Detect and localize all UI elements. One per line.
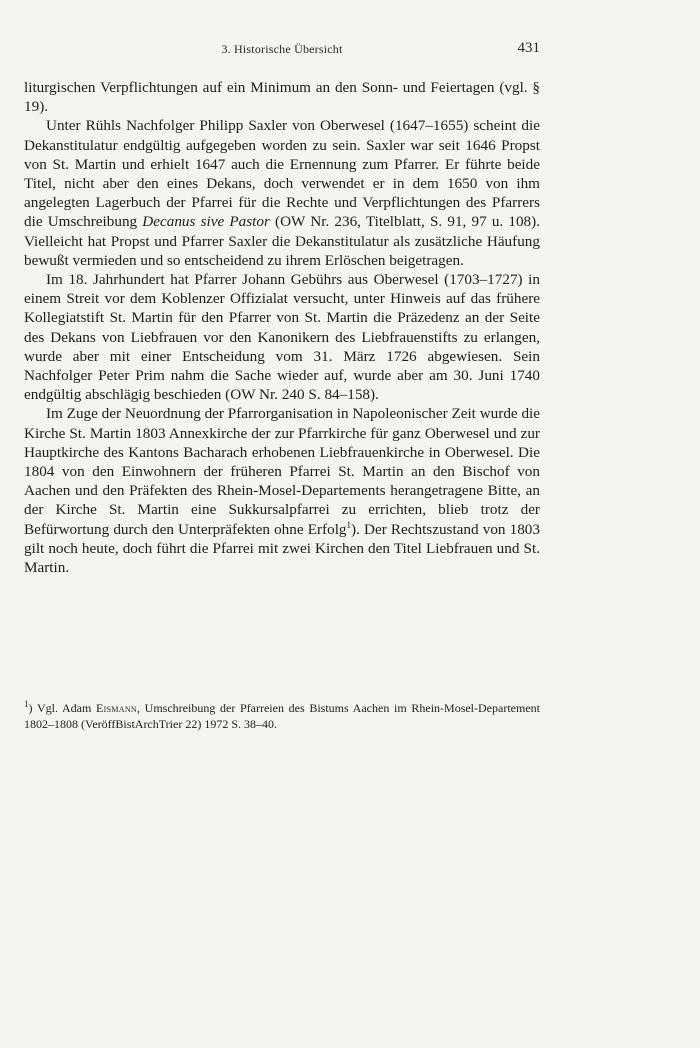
paragraph-text: Im Zuge der Neuordnung der Pfarrorganisation in Napoleonischer Zeit wurde die Kirche St. Martin 1803 Annexkirche der zur Pfarrkirche für ganz Oberwesel und zur Hauptkirche des Kantons Bacharach erhobenen Liebfrauenkirche in Oberwesel. Die 1804 von den Einwohnern der früheren Pfarrei St. Martin an den Bischof von Aachen und den Präfekten des Rhein-Mosel-Departements herangetragene Bitte, an der Kirche St. Martin eine Sukkursalpfarrei zu errichten, blieb trotz der Befürwortung durch den Unterpräfekten ohne Erfolg xyxy=(24,405,541,538)
paragraph-napoleonic xyxy=(24,404,540,577)
page-number: 431 xyxy=(517,40,540,56)
paragraph-text: Unter Rühls Nachfolger Philipp Saxler von Oberwesel (1647–1655) scheint die Dekanstitulatur endgültig aufgegeben worden zu sein. Saxler war seit 1646 Propst von St. Martin und erhielt 1647 auch die Ernennung zum Pfarrer. Er führte beide Titel, nicht aber den eines Dekans, doch verwendet er in dem 1650 von ihm angelegten Lagerbuch der Pfarrei für die Rechte und Verpflichtungen des Pfarrers die Umschreibung xyxy=(24,117,540,231)
running-head: 3. Historische Übersicht xyxy=(221,42,343,56)
paragraph-gebuehrs xyxy=(24,270,540,404)
paragraph-saxler xyxy=(24,116,540,270)
footnote-text: , Umschreibung der Pfarreien des Bistums Aachen im Rhein-Mosel-Departement 1802–1808 (VeröffBistArchTrier 22) 1972 S. 38–40. xyxy=(24,701,540,731)
footnote xyxy=(24,700,540,732)
page-header xyxy=(24,42,540,62)
body-text xyxy=(24,78,540,577)
paragraph-text: liturgischen Verpflichtungen auf ein Minimum an den Sonn- und Feiertagen (vgl. § 19). xyxy=(24,79,540,116)
footnote-author: Eismann xyxy=(95,701,137,715)
paragraph-text: Im 18. Jahrhundert hat Pfarrer Johann Gebührs aus Oberwesel (1703–1727) in einem Streit vor dem Koblenzer Offizialat versucht, unter Hinweis auf das frühere Kollegiatstift St. Martin für den Pfarrer von St. Martin die Präzedenz an der Seite des Dekans von Liebfrauen vor den Kanonikern des Liebfrauenstifts zu erlangen, wurde aber mit einer Entscheidung vom 31. März 1726 abgewiesen. Sein Nachfolger Peter Prim nahm die Sache wieder auf, wurde aber am 30. Juni 1740 endgültig abschlägig beschieden (OW Nr. 240 S. 84–158). xyxy=(24,271,540,404)
paragraph-continuation xyxy=(24,78,540,116)
italic-term: Decanus sive Pastor xyxy=(142,213,270,231)
footnote-reference[interactable]: 1 xyxy=(346,519,352,530)
paragraph-text: (OW Nr. 236, Titelblatt, S. 91, 97 u. 108). Vielleicht hat Propst und Pfarrer Saxler die Dekanstitulatur als zusätzliche Häufung bewußt vermieden und so entscheidend zu ihrem Erlöschen beigetragen. xyxy=(24,213,541,269)
footnote-marker: 1 xyxy=(24,699,29,709)
footnote-lead: ) Vgl. Adam xyxy=(28,701,96,715)
paragraph-text: ). Der Rechtszustand von 1803 gilt noch heute, doch führt die Pfarrei mit zwei Kirchen den Titel Liebfrauen und St. Martin. xyxy=(24,520,540,577)
